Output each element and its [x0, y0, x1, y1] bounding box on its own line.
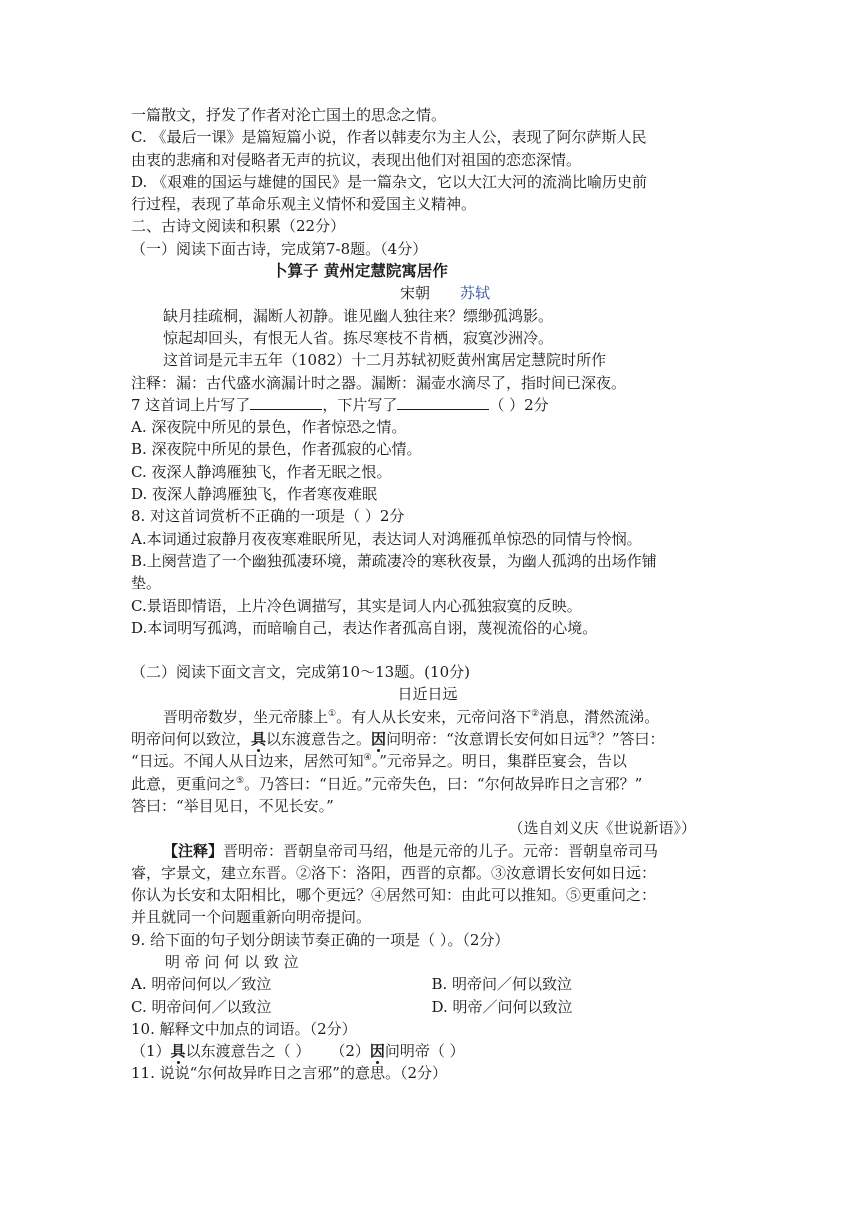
dotted-word-ju: 具	[170, 1042, 186, 1061]
passage-line: 晋明帝数岁，坐元帝膝上①。有人从长安来，元帝问洛下②消息，潸然流涕。	[163, 707, 660, 726]
question-7-option-b: B. 深夜院中所见的景色，作者孤寂的心情。	[131, 440, 422, 459]
poem-note: 注释：漏：古代盛水滴漏计时之器。漏断：漏壶水滴尽了，指时间已深夜。	[131, 373, 627, 392]
question-9-sentence: 明 帝 问 何 以 致 泣	[165, 952, 299, 971]
poem-line: 缺月挂疏桐，漏断人初静。谁见幽人独往来？缥缈孤鸿影。	[163, 306, 554, 325]
text-line: 行过程，表现了革命乐观主义情怀和爱国主义精神。	[131, 195, 477, 214]
question-11-stem: 11. 说说“尔何故异昨日之言邪”的意思。（2分）	[131, 1064, 448, 1083]
passage-line: “日远。不闻人从日边来，居然可知④。”元帝异之。明日，集群臣宴会，告以	[131, 752, 627, 771]
subsection-heading: （一）阅读下面古诗，完成第7-8题。（4分）	[131, 239, 428, 258]
question-10-items: （1）具以东渡意告之（ ） （2）因问明帝（ ）	[131, 1042, 465, 1061]
poem-background: 这首词是元丰五年（1082）十二月苏轼初贬黄州寓居定慧院时所作	[163, 351, 607, 370]
text-line: 一篇散文，抒发了作者对沦亡国土的思念之情。	[131, 106, 447, 124]
footnote-mark: ④	[363, 753, 372, 764]
answer-blank[interactable]	[250, 394, 322, 410]
passage-title: 日近日远	[397, 685, 458, 704]
passage-line: 此意，更重问之⑤。乃答曰：“日近。”元帝失色，曰：“尔何故异昨日之言邪？”	[131, 774, 643, 793]
question-7-stem: 7 这首词上片写了 ，下片写了 （ ）2分	[131, 395, 549, 414]
question-9-options-row	[131, 996, 732, 1018]
answer-blank[interactable]	[397, 394, 489, 410]
passage-notes-line: 你认为长安和太阳相比，哪个更远？④居然可知：由此可以推知。⑤更重问之：	[131, 886, 657, 905]
passage-notes-line: 睿，字景文，建立东晋。②洛下：洛阳，西晋的京都。③汝意谓长安何如日远：	[131, 863, 657, 882]
question-9-option-b: B. 明帝问／何以致泣	[431, 975, 573, 994]
subsection-heading: （二）阅读下面文言文，完成第10～13题。(10分)	[131, 663, 470, 682]
question-8-stem: 8. 对这首词赏析不正确的一项是（ ）2分	[131, 507, 405, 526]
question-8-option-d: D.本词明写孤鸿，而暗喻自己，表达作者孤高自诩，蔑视流俗的心境。	[131, 618, 598, 637]
question-9-options-row	[131, 973, 732, 995]
option-d-line: D. 《艰难的国运与雄健的国民》是一篇杂文，它以大江大河的流淌比喻历史前	[131, 172, 648, 191]
poem-dynasty: 宋朝	[400, 284, 431, 303]
footnote-mark: ①	[328, 708, 337, 719]
poem-line: 惊起却回头，有恨无人省。拣尽寒枝不肯栖，寂寞沙洲冷。	[163, 328, 554, 347]
footnote-mark: ③	[588, 731, 597, 742]
question-9-option-c: C. 明帝问何／以致泣	[131, 997, 272, 1016]
question-8-option-c: C.景语即情语，上片冷色调描写，其实是词人内心孤独寂寞的反映。	[131, 596, 582, 615]
question-7-option-c: C. 夜深人静鸿雁独飞，作者无眠之恨。	[131, 462, 392, 481]
passage-line: 答曰：“举目见日，不见长安。”	[131, 796, 334, 815]
question-10-stem: 10. 解释文中加点的词语。（2分）	[131, 1019, 357, 1038]
dotted-word-yin: 因	[371, 730, 387, 749]
notes-label: 【注释】	[163, 841, 224, 860]
footnote-mark: ②	[531, 708, 540, 719]
footnote-mark: ⑤	[236, 775, 245, 786]
question-8-option-b: B.上阕营造了一个幽独孤凄环境，萧疏凄冷的寒秋夜景，为幽人孤鸿的出场作铺	[131, 551, 657, 570]
option-c-line: C. 《最后一课》是篇短篇小说，作者以韩麦尔为主人公，表现了阿尔萨斯人民	[131, 128, 647, 147]
passage-source: （选自刘义庆《世说新语》）	[508, 819, 696, 838]
question-9-stem: 9. 给下面的句子划分朗读节奏正确的一项是（ ）。（2分）	[131, 930, 510, 949]
text-line: 由衷的悲痛和对侵略者无声的抗议，表现出他们对祖国的恋恋深情。	[131, 150, 582, 169]
passage-notes: 【注释】晋明帝：晋朝皇帝司马绍，他是元帝的儿子。元帝：晋朝皇帝司马	[163, 841, 659, 860]
passage-notes-line: 并且就同一个问题重新向明帝提问。	[131, 908, 372, 927]
question-9-option-a: A. 明帝问何以／致泣	[131, 975, 272, 994]
question-9-option-d: D. 明帝／问何以致泣	[431, 997, 573, 1016]
question-7-option-a: A. 深夜院中所见的景色，作者惊恐之情。	[131, 418, 407, 437]
dotted-word-ju: 具	[251, 730, 267, 749]
poem-byline	[131, 282, 732, 304]
spacer	[131, 639, 732, 661]
question-8-option-b-cont: 垫。	[131, 574, 162, 593]
passage-line: 明帝问何以致泣，具以东渡意告之。因问明帝：“汝意谓长安何如日远③？”答曰：	[131, 730, 665, 749]
section-heading: 二、古诗文阅读和积累（22分）	[131, 217, 346, 236]
poem-author-link[interactable]: 苏轼	[460, 284, 491, 303]
question-7-option-d: D. 夜深人静鸿雁独飞，作者寒夜难眠	[131, 485, 378, 504]
question-8-option-a: A.本词通过寂静月夜夜寒难眠所见，表达词人对鸿雁孤单惊恐的同情与怜悯。	[131, 529, 642, 548]
poem-title: 卜算子 黄州定慧院寓居作	[272, 261, 448, 281]
dotted-word-yin: 因	[369, 1042, 385, 1061]
